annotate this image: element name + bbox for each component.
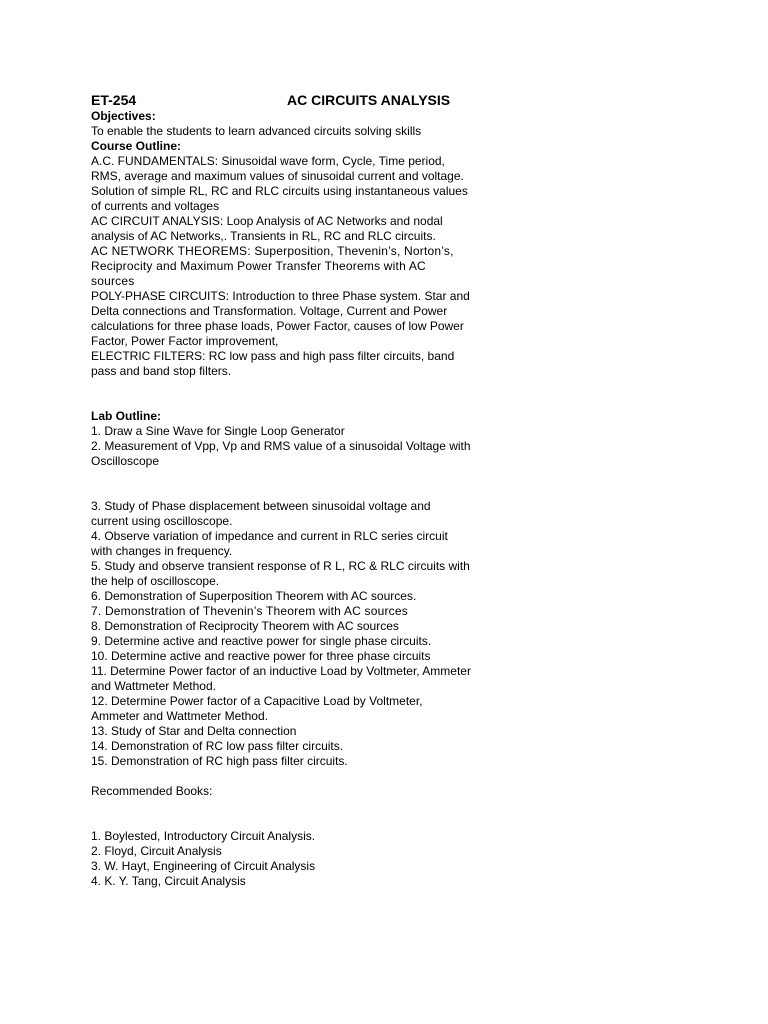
spacer (91, 799, 471, 829)
course-outline-heading: Course Outline: (91, 139, 182, 153)
list-item: 2. Floyd, Circuit Analysis (91, 844, 222, 858)
spacer (91, 379, 471, 409)
list-item: 10. Determine active and reactive power for three phase circuits (91, 649, 431, 663)
list-item: 4. Observe variation of impedance and current in RLC series circuit with changes in frequency. (91, 529, 448, 558)
lab-outline-heading: Lab Outline: (91, 409, 161, 423)
lab-outline-list (91, 424, 471, 769)
list-item: 5. Study and observe transient response of R L, RC & RLC circuits with the help of oscilloscope. (91, 559, 470, 588)
list-item: 6. Demonstration of Superposition Theorem with AC sources. (91, 589, 417, 603)
list-item: 9. Determine active and reactive power for single phase circuits. (91, 634, 432, 648)
objectives-section (91, 109, 471, 139)
list-item: 1. Boylested, Introductory Circuit Analysis. (91, 829, 316, 843)
list-item: 12. Determine Power factor of a Capacitive Load by Voltmeter, Ammeter and Wattmeter Method. (91, 694, 423, 723)
objectives-heading: Objectives: (91, 109, 156, 123)
list-item: 13. Study of Star and Delta connection (91, 724, 297, 738)
list-item: 14. Demonstration of RC low pass filter circuits. (91, 739, 344, 753)
document-body (91, 109, 471, 889)
outline-paragraph-poly-phase-circuits: POLY-PHASE CIRCUITS: Introduction to three Phase system. Star and Delta connections and Transformation. Voltage, Current and Power calculations for three phase loads, Power Factor, causes of low Power Factor, Power Factor improvement, (91, 289, 470, 348)
recommended-books-section (91, 784, 471, 889)
list-item: 3. W. Hayt, Engineering of Circuit Analysis (91, 859, 316, 873)
course-title: AC CIRCUITS ANALYSIS (287, 92, 451, 108)
list-item: 8. Demonstration of Reciprocity Theorem with AC sources (91, 619, 399, 633)
list-item: 7. Demonstration of Thevenin’s Theorem with AC sources (91, 604, 408, 618)
list-item: 11. Determine Power factor of an inductive Load by Voltmeter, Ammeter and Wattmeter Method. (91, 664, 471, 693)
outline-paragraph-electric-filters: ELECTRIC FILTERS: RC low pass and high pass filter circuits, band pass and band stop filters. (91, 349, 455, 378)
lab-outline-section (91, 409, 471, 769)
objectives-text: To enable the students to learn advanced circuits solving skills (91, 124, 422, 138)
outline-paragraph-ac-network-theorems: AC NETWORK THEOREMS: Superposition, Thevenin’s, Norton’s, Reciprocity and Maximum Power Transfer Theorems with AC sources (91, 244, 454, 288)
list-item: 15. Demonstration of RC high pass filter circuits. (91, 754, 348, 768)
list-item: 4. K. Y. Tang, Circuit Analysis (91, 874, 246, 888)
spacer (91, 769, 471, 784)
spacer (91, 469, 471, 499)
course-code: ET-254 (91, 92, 137, 108)
course-outline-section (91, 139, 471, 379)
list-item: 2. Measurement of Vpp, Vp and RMS value of a sinusoidal Voltage with Oscilloscope (91, 439, 471, 468)
outline-paragraph-ac-circuit-analysis: AC CIRCUIT ANALYSIS: Loop Analysis of AC Networks and nodal analysis of AC Networks,. Transients in RL, RC and RLC circuits. (91, 214, 443, 243)
list-item: 1. Draw a Sine Wave for Single Loop Generator (91, 424, 345, 438)
recommended-books-list (91, 829, 471, 889)
outline-paragraph-ac-fundamentals: A.C. FUNDAMENTALS: Sinusoidal wave form, Cycle, Time period, RMS, average and maximum values of sinusoidal current and voltage. Solution of simple RL, RC and RLC circuits using instantaneous values of currents and voltages (91, 154, 468, 213)
recommended-books-heading: Recommended Books: (91, 784, 213, 798)
list-item: 3. Study of Phase displacement between sinusoidal voltage and current using oscilloscope. (91, 499, 431, 528)
